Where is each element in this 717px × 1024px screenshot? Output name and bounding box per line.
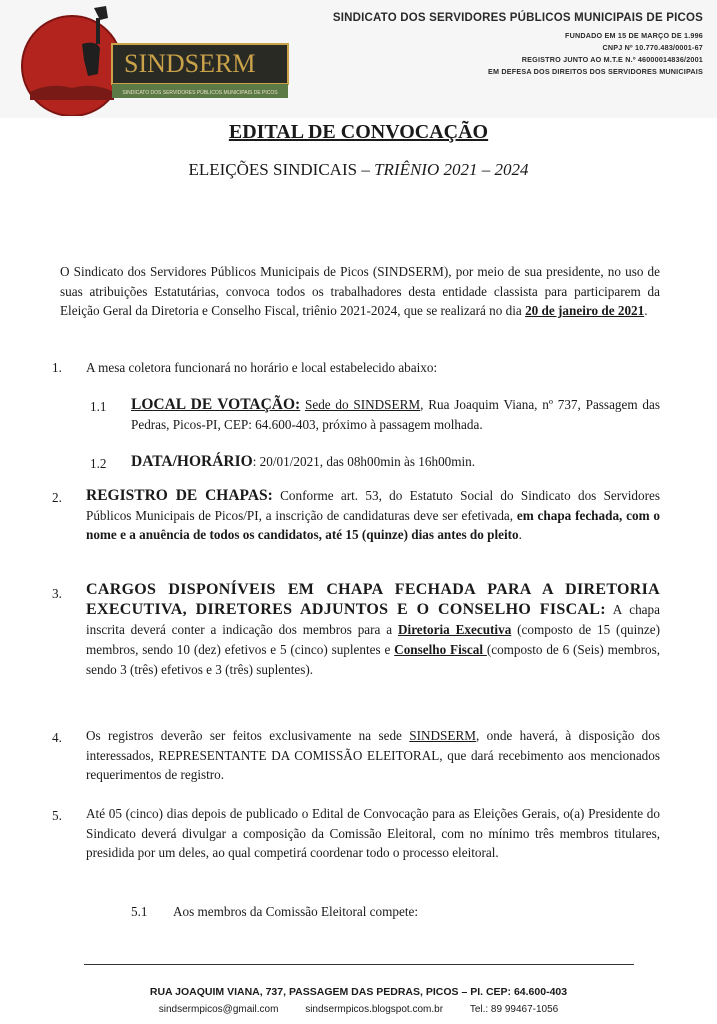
slate-registration-text: Conforme art. 53, do Estatuto Social do Sindicato dos Servidores Públicos Municipais de Picos/PI, a inscrição de candidaturas deve ser efetivada, bbox=[86, 488, 660, 523]
org-info bbox=[283, 12, 703, 78]
item-1-number: 1. bbox=[52, 360, 62, 375]
item-1-text: A mesa coletora funcionará no horário e local estabelecido abaixo: bbox=[86, 360, 438, 375]
footer-address: RUA JOAQUIM VIANA, 737, PASSAGEM DAS PEDRAS, PICOS – PI. CEP: 64.600-403 bbox=[149, 986, 568, 998]
slate-registration-bold: em chapa fechada, com o nome e a anuência de todos os candidatos, até 15 (quinze) dias antes do pleito bbox=[86, 507, 661, 542]
item-5-1-text: Aos membros da Comissão Eleitoral compete: bbox=[173, 904, 419, 919]
subtitle-elections: ELEIÇÕES SINDICAIS – bbox=[188, 160, 375, 179]
org-motto: EM DEFESA DOS DIREITOS DOS SERVIDORES MUNICIPAIS bbox=[487, 67, 703, 76]
slate-registration-end: . bbox=[518, 527, 522, 542]
org-founded: FUNDADO EM 15 DE MARÇO DE 1.996 bbox=[565, 31, 703, 40]
item-1-2-number: 1.2 bbox=[90, 456, 107, 471]
item-2-text bbox=[86, 486, 660, 545]
org-registry: REGISTRO JUNTO AO M.T.E N.º 46000014836/2001 bbox=[521, 55, 703, 64]
footer-contacts bbox=[0, 1004, 717, 1015]
registration-text-1: Os registros deverão ser feitos exclusivamente na sede bbox=[86, 728, 410, 743]
positions-text-3: (composto de 6 (Seis) membros, sendo 3 (três) efetivos e 3 (três) suplentes). bbox=[86, 642, 660, 677]
voting-location-label: LOCAL DE VOTAÇÃO: bbox=[131, 396, 301, 413]
org-name: SINDICATO DOS SERVIDORES PÚBLICOS MUNICIPAIS DE PICOS bbox=[332, 12, 703, 24]
footer-email: sindsermpicos@gmail.com bbox=[158, 1004, 279, 1015]
registration-text-2: , onde haverá, à disposição dos interessados, REPRESENTANTE DA COMISSÃO ELEITORAL, que dará recebimento aos mencionados requerimentos de registro. bbox=[86, 728, 660, 782]
intro-end: . bbox=[644, 303, 648, 318]
fiscal-council-term: Conselho Fiscal bbox=[394, 642, 487, 657]
intro-paragraph bbox=[60, 262, 660, 321]
positions-text-1: A chapa inscrita deverá conter a indicação dos membros para a bbox=[86, 602, 660, 637]
footer-phone: Tel.: 89 99467-1056 bbox=[469, 1004, 559, 1015]
footer-divider bbox=[84, 964, 634, 965]
org-cnpj: CNPJ Nº 10.770.483/0001-67 bbox=[602, 43, 703, 52]
registration-place: SINDSERM bbox=[409, 728, 476, 743]
positions-label: CARGOS DISPONÍVEIS EM CHAPA FECHADA PARA A DIRETORIA EXECUTIVA, DIRETORES ADJUNTOS E O CONSELHO FISCAL: bbox=[86, 581, 660, 618]
item-3-number: 3. bbox=[52, 586, 62, 601]
document-title: EDITAL DE CONVOCAÇÃO bbox=[228, 121, 489, 143]
voting-location-address: , Rua Joaquim Viana, nº 737, Passagem das Pedras, Picos-PI, CEP: 64.600-403, próximo à passagem molhada. bbox=[131, 397, 660, 432]
logo-tagline: SINDICATO DOS SERVIDORES PÚBLICOS MUNICIPAIS DE PICOS bbox=[122, 90, 278, 96]
item-2-number: 2. bbox=[52, 490, 62, 505]
date-time-label: DATA/HORÁRIO bbox=[131, 453, 253, 470]
positions-text-2: (composto de 15 (quinze) membros, sendo 10 (dez) efetivos e 5 (cinco) suplentes e bbox=[86, 622, 660, 657]
item-1-1-number: 1.1 bbox=[90, 399, 107, 414]
election-date: 20 de janeiro de 2021 bbox=[525, 303, 645, 318]
item-3-text bbox=[86, 580, 660, 680]
document-subtitle bbox=[0, 160, 717, 180]
letterhead bbox=[0, 0, 717, 118]
date-time-value: : 20/01/2021, das 08h00min às 16h00min. bbox=[252, 454, 476, 469]
footer-blog: sindsermpicos.blogspot.com.br bbox=[305, 1004, 444, 1015]
logo-wordmark: SINDSERM bbox=[124, 49, 256, 78]
item-5-1-number: 5.1 bbox=[131, 904, 148, 919]
item-5-number: 5. bbox=[52, 808, 62, 823]
item-4-text bbox=[86, 726, 660, 785]
sindserm-logo bbox=[10, 4, 300, 116]
slate-registration-label: REGISTRO DE CHAPAS: bbox=[86, 487, 273, 504]
item-1-1-text bbox=[131, 395, 660, 434]
subtitle-term: TRIÊNIO 2021 – 2024 bbox=[374, 160, 529, 179]
executive-board-term: Diretoria Executiva bbox=[398, 622, 512, 637]
item-4-number: 4. bbox=[52, 730, 62, 745]
intro-text: O Sindicato dos Servidores Públicos Municipais de Picos (SINDSERM), por meio de sua presidente, no uso de suas atribuições Estatutárias, convoca todos os trabalhadores desta entidade classista para participarem da Eleição Geral da Diretoria e Conselho Fiscal, triênio 2021-2024, que se realizará no dia bbox=[60, 264, 660, 318]
item-5-text: Até 05 (cinco) dias depois de publicado o Edital de Convocação para as Eleições Gerais, o(a) Presidente do Sindicato deverá divulgar a composição da Comissão Eleitoral, com no mínimo três membros titulares, presidida por um deles, ao qual competirá coordenar todo o processo eleitoral. bbox=[86, 806, 660, 860]
voting-location-place: Sede do SINDSERM bbox=[305, 397, 421, 412]
item-1-2-text bbox=[131, 452, 660, 472]
